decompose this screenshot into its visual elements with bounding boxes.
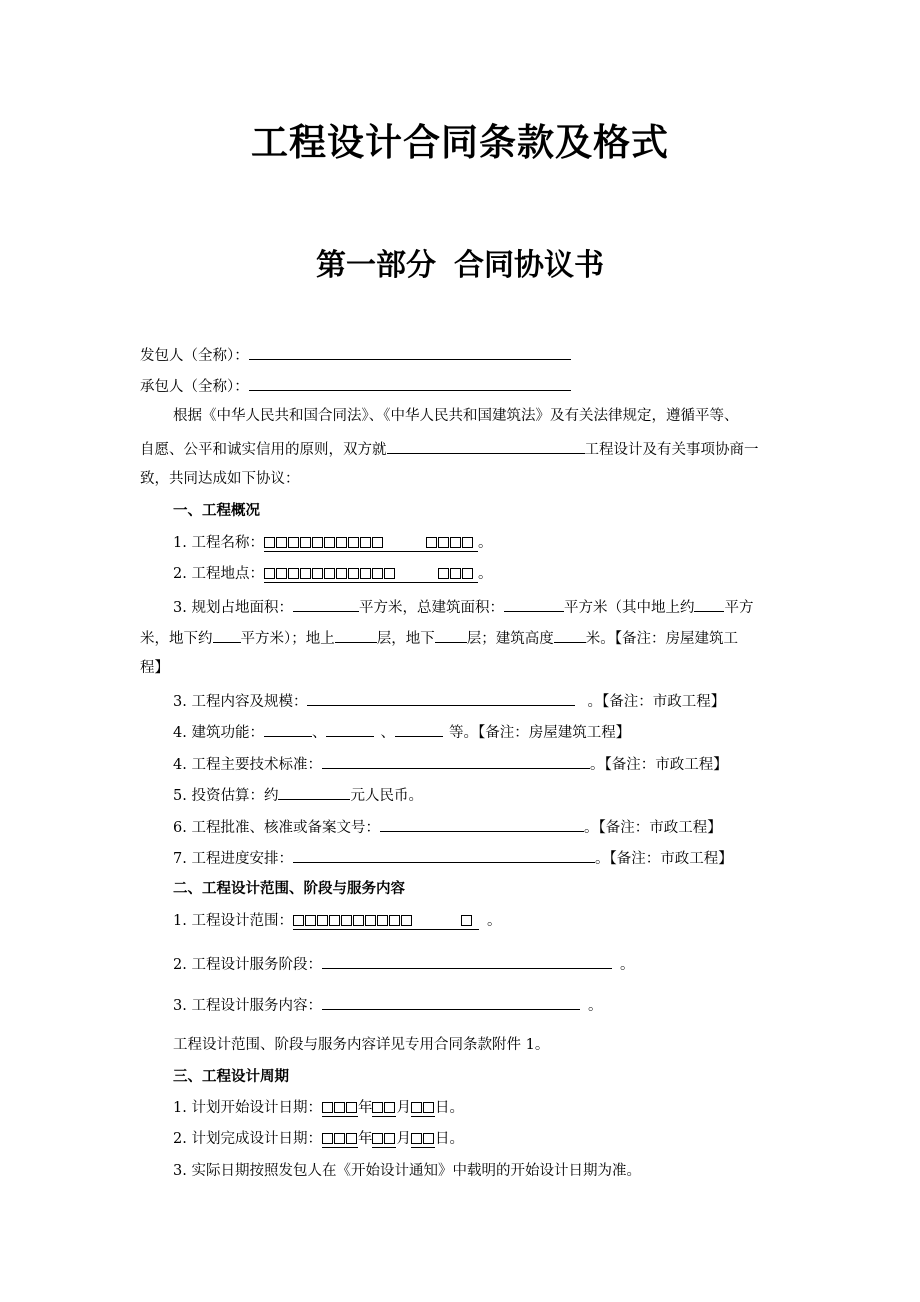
tech-standard-line: [173, 753, 813, 775]
design-scope-label: 1. 工程设计范围：: [173, 913, 293, 929]
start-year-placeholder[interactable]: [322, 1100, 358, 1117]
project-location-placeholder[interactable]: [264, 566, 478, 583]
function-blank-2[interactable]: [326, 721, 374, 737]
design-phase-blank[interactable]: [322, 953, 612, 969]
design-phase-label: 2. 工程设计服务阶段：: [173, 957, 322, 973]
period-text: 。: [587, 998, 603, 1014]
contractor-line: [140, 375, 812, 397]
employer-line: [140, 344, 812, 366]
finish-year-placeholder[interactable]: [322, 1131, 358, 1148]
schedule-blank[interactable]: [293, 847, 595, 863]
day-text: 日。: [434, 1131, 464, 1147]
municipal-note: 。【备注：市政工程】: [587, 694, 726, 710]
project-location-line: [173, 564, 813, 584]
project-name-line: [173, 533, 813, 553]
project-scope-blank[interactable]: [307, 690, 575, 706]
separator: 、: [311, 725, 327, 741]
above-ground-area-blank[interactable]: [694, 596, 724, 612]
area-note: 米。【备注：房屋建筑工: [585, 631, 738, 647]
actual-date-line: 3. 实际日期按照发包人在《开始设计通知》中载明的开始设计日期为准。: [173, 1163, 641, 1179]
period-text: 。: [486, 913, 502, 929]
planned-finish-line: [173, 1129, 813, 1149]
schedule-label: 7. 工程进度安排：: [173, 851, 293, 867]
project-scope-line: [173, 690, 813, 712]
municipal-note: 。【备注：市政工程】: [589, 757, 728, 773]
area-text: 层，地下: [376, 631, 435, 647]
municipal-note: 。【备注：市政工程】: [583, 820, 722, 836]
below-ground-area-blank[interactable]: [213, 627, 241, 643]
contractor-blank[interactable]: [249, 375, 571, 391]
area-label: 3. 规划占地面积：: [173, 600, 293, 616]
project-scope-label: 3. 工程内容及规模：: [173, 694, 308, 710]
document-title: 工程设计合同条款及格式: [251, 120, 669, 164]
design-content-line: [173, 994, 813, 1016]
year-text: 年: [357, 1131, 373, 1147]
schedule-line: [173, 847, 813, 869]
floors-above-blank[interactable]: [335, 627, 377, 643]
design-content-blank[interactable]: [322, 994, 580, 1010]
area-text: 层；建筑高度: [466, 631, 554, 647]
year-text: 年: [357, 1100, 373, 1116]
project-name-label: 1. 工程名称：: [173, 535, 264, 551]
building-function-line: [173, 721, 813, 743]
period-text: 。: [477, 535, 493, 551]
intro-text: 自愿、公平和诚实信用的原则，双方就: [140, 442, 387, 458]
investment-blank[interactable]: [278, 784, 350, 800]
day-text: 日。: [434, 1100, 464, 1116]
intro-paragraph-line2: [140, 438, 812, 460]
project-name-placeholder[interactable]: [264, 535, 478, 552]
part-title-number: 第一部分: [316, 248, 436, 283]
function-blank-3[interactable]: [395, 721, 443, 737]
approval-label: 6. 工程批准、核准或备案文号：: [173, 820, 380, 836]
function-blank-1[interactable]: [264, 721, 312, 737]
area-text: 平方米，总建筑面积：: [358, 600, 504, 616]
tech-standard-blank[interactable]: [322, 753, 590, 769]
planned-finish-label: 2. 计划完成设计日期：: [173, 1131, 322, 1147]
planned-start-label: 1. 计划开始设计日期：: [173, 1100, 322, 1116]
area-text: 米，地下约: [140, 631, 213, 647]
project-name-blank[interactable]: [387, 438, 585, 454]
investment-label: 5. 投资估算：约: [173, 788, 279, 804]
part-title-name: 合同协议书: [454, 248, 604, 283]
project-location-label: 2. 工程地点：: [173, 566, 264, 582]
contractor-label: 承包人（全称）：: [140, 379, 249, 395]
land-area-blank[interactable]: [293, 596, 359, 612]
part-title: [0, 240, 920, 284]
approval-number-blank[interactable]: [380, 816, 584, 832]
area-line-1: [173, 596, 813, 618]
intro-paragraph-line3: 致，共同达成如下协议：: [140, 471, 300, 487]
planned-start-line: [173, 1098, 813, 1118]
start-month-placeholder[interactable]: [372, 1100, 396, 1117]
approval-line: [173, 816, 813, 838]
employer-blank[interactable]: [249, 344, 571, 360]
building-note: 等。【备注：房屋建筑工程】: [448, 725, 631, 741]
investment-unit: 元人民币。: [350, 788, 423, 804]
design-scope-placeholder[interactable]: [293, 913, 479, 930]
building-function-label: 4. 建筑功能：: [173, 725, 264, 741]
intro-paragraph-line1: 根据《中华人民共和国合同法》、《中华人民共和国建筑法》及有关法律规定，遵循平等、: [173, 408, 739, 424]
total-area-blank[interactable]: [504, 596, 564, 612]
area-text: 平方: [724, 600, 754, 616]
tech-standard-label: 4. 工程主要技术标准：: [173, 757, 322, 773]
period-text: 。: [619, 957, 635, 973]
area-text: 平方米）；地上: [240, 631, 335, 647]
section-3-heading: 三、工程设计周期: [173, 1068, 289, 1085]
design-scope-note: 工程设计范围、阶段与服务内容详见专用合同条款附件 1。: [173, 1037, 550, 1053]
building-height-blank[interactable]: [554, 627, 586, 643]
month-text: 月: [396, 1131, 411, 1147]
separator: 、: [380, 725, 395, 741]
floors-below-blank[interactable]: [435, 627, 467, 643]
design-phase-line: [173, 953, 813, 975]
finish-day-placeholder[interactable]: [411, 1131, 435, 1148]
municipal-note: 。【备注：市政工程】: [594, 851, 733, 867]
area-line-3: 程】: [140, 660, 169, 676]
design-scope-line: [173, 911, 813, 931]
period-text: 。: [477, 566, 493, 582]
design-content-label: 3. 工程设计服务内容：: [173, 998, 322, 1014]
section-1-heading: 一、工程概况: [173, 502, 260, 519]
investment-line: [173, 784, 813, 806]
month-text: 月: [396, 1100, 411, 1116]
finish-month-placeholder[interactable]: [372, 1131, 396, 1148]
intro-text: 工程设计及有关事项协商一: [584, 442, 759, 458]
section-2-heading: 二、工程设计范围、阶段与服务内容: [173, 880, 405, 897]
employer-label: 发包人（全称）：: [140, 348, 249, 364]
area-line-2: [140, 627, 812, 649]
start-day-placeholder[interactable]: [411, 1100, 435, 1117]
area-text: 平方米（其中地上约: [563, 600, 695, 616]
